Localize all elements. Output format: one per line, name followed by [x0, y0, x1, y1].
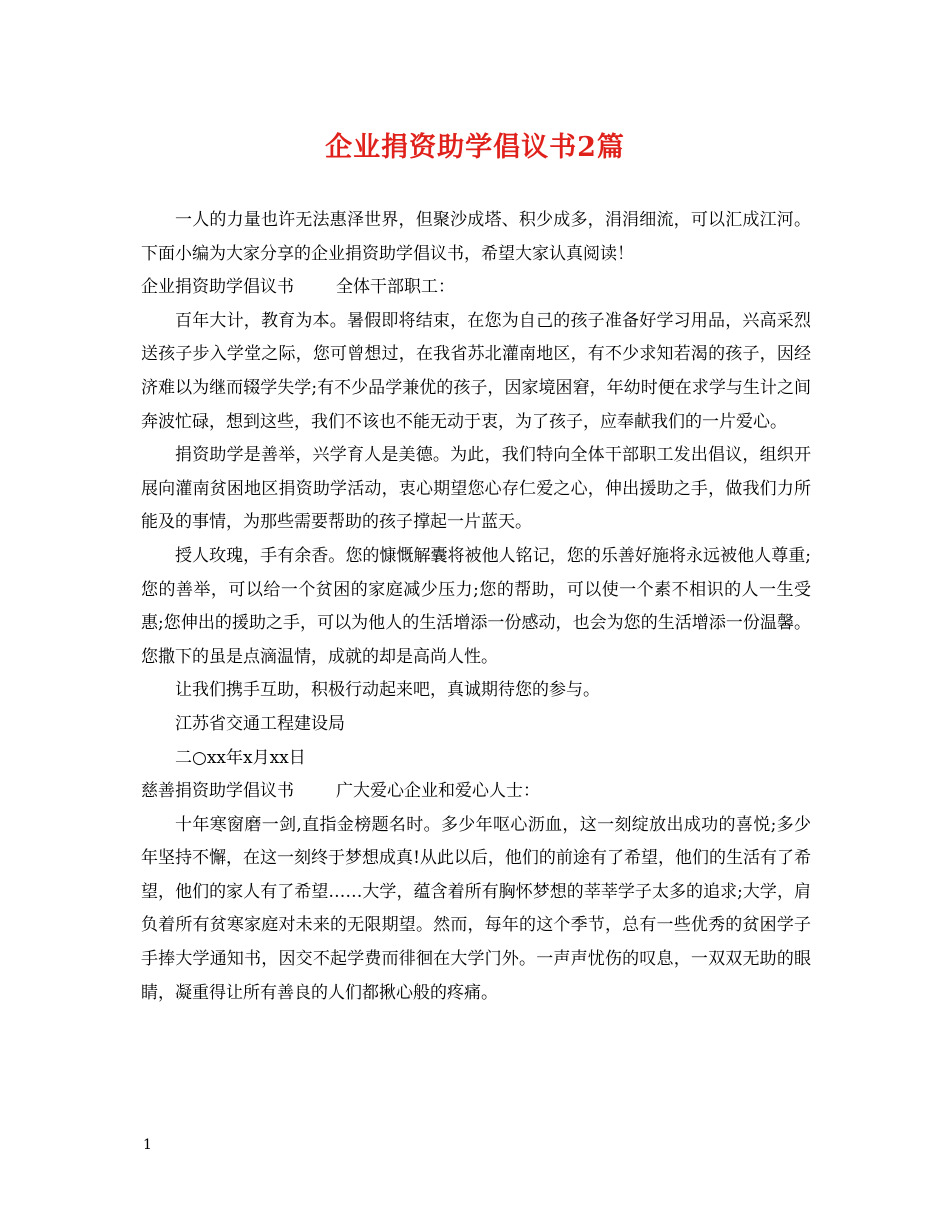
section2-paragraph: 十年寒窗磨一剑,直指金榜题名时。多少年呕心沥血，这一刻绽放出成功的喜悦;多少年坚持不懈，在这一刻终于梦想成真!从此以后，他们的前途有了希望，他们的生活有了希望，他们的家人有了希望……大学，蕴含着所有胸怀梦想的莘莘学子太多的追求;大学，肩负着所有贫寒家庭对未来的无限期望。然而，每年的这个季节，总有一些优秀的贫困学子手捧大学通知书，因交不起学费而徘徊在大学门外。一声声忧伤的叹息，一双双无助的眼睛，凝重得让所有善良的人们都揪心般的疼痛。 — [141, 814, 811, 1003]
section1-paragraph: 百年大计，教育为本。暑假即将结束，在您为自己的孩子准备好学习用品，兴高采烈送孩子步入学堂之际，您可曾想过，在我省苏北灌南地区，有不少求知若渴的孩子，因经济难以为继而辍学失学;有不少品学兼优的孩子，因家境困窘，年幼时便在求学与生计之间奔波忙碌，想到这些，我们不该也不能无动于衷，为了孩子，应奉献我们的一片爱心。 — [141, 310, 811, 432]
document-title: 企业捐资助学倡议书2篇 — [325, 132, 625, 163]
section1-heading: 企业捐资助学倡议书 — [141, 277, 294, 298]
section1-salutation: 全体干部职工： — [336, 277, 455, 298]
section1-signature: 江苏省交通工程建设局 — [175, 713, 345, 734]
page-number: 1 — [143, 1137, 152, 1153]
section1-paragraph: 授人玫瑰，手有余香。您的慷慨解囊将被他人铭记，您的乐善好施将永远被他人尊重;您的善举，可以给一个贫困的家庭减少压力;您的帮助，可以使一个素不相识的人一生受惠;您伸出的援助之手，可以为他人的生活增添一份感动，也会为您的生活增添一份温馨。您撒下的虽是点滴温情，成就的却是高尚人性。 — [141, 545, 811, 667]
section2-salutation: 广大爱心企业和爱心人士： — [336, 781, 540, 802]
section1-heading-line — [141, 271, 811, 305]
intro-paragraph: 一人的力量也许无法惠泽世界，但聚沙成塔、积少成多，涓涓细流，可以汇成江河。下面小编为大家分享的企业捐资助学倡议书，希望大家认真阅读！ — [141, 210, 811, 264]
section1-paragraph: 让我们携手互助，积极行动起来吧，真诚期待您的参与。 — [175, 680, 600, 701]
document-body — [141, 204, 811, 1010]
section1-paragraph: 捐资助学是善举，兴学育人是美德。为此，我们特向全体干部职工发出倡议，组织开展向灌南贫困地区捐资助学活动，衷心期望您心存仁爱之心，伸出援助之手，做我们力所能及的事情，为那些需要帮助的孩子撑起一片蓝天。 — [141, 445, 811, 533]
section2-heading-line — [141, 775, 811, 809]
section1-date: 二○xx年x月xx日 — [175, 747, 306, 768]
section2-heading: 慈善捐资助学倡议书 — [141, 781, 294, 802]
